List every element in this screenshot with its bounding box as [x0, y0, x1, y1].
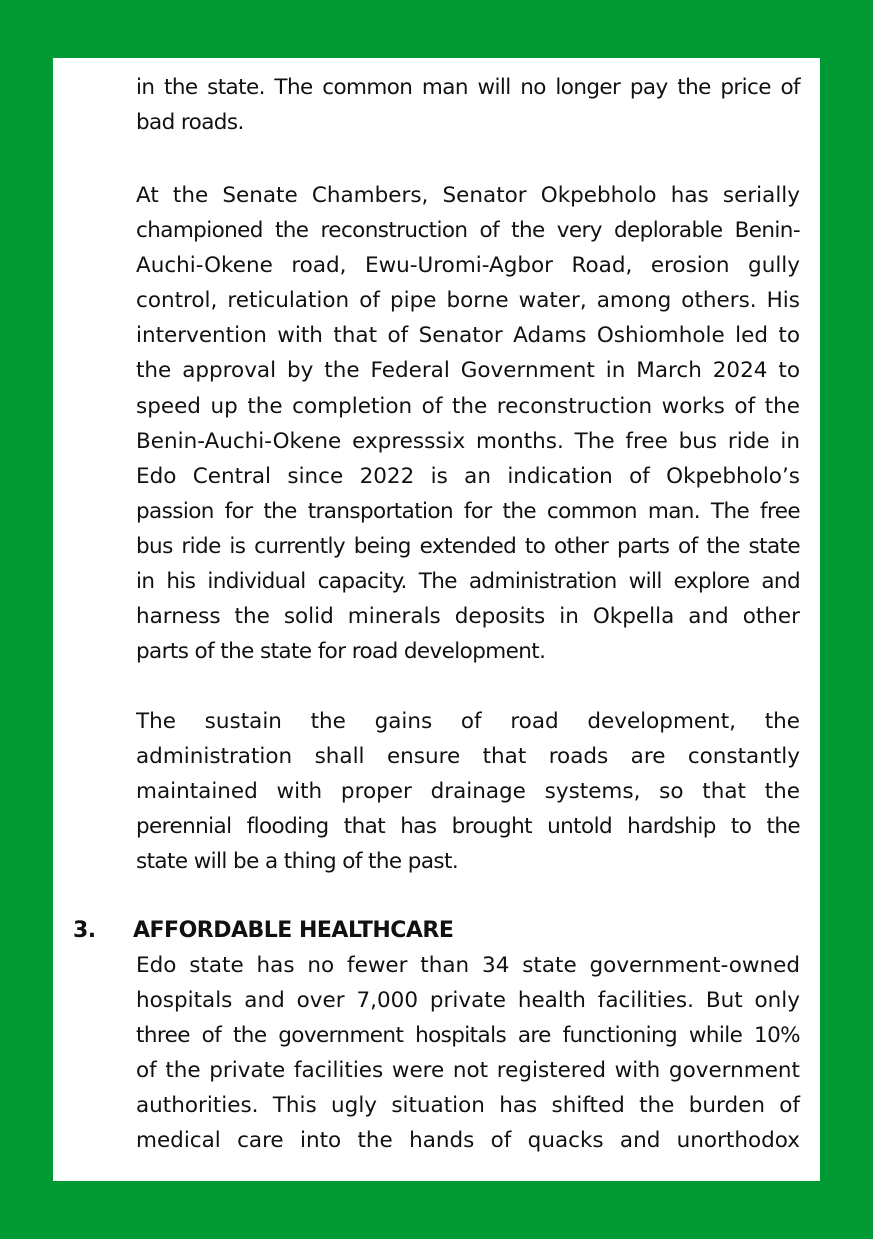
text-line: in the state. The common man will no longer pay the price of: [136, 75, 800, 100]
text-line: passion for the transportation for the common man. The free: [136, 498, 800, 524]
text-line: bad roads.: [136, 110, 244, 136]
text-line: three of the government hospitals are functioning while 10%: [136, 1023, 800, 1049]
paragraph-roads-intro: [136, 70, 800, 140]
text-line: the approval by the Federal Government in March 2024 to: [136, 358, 800, 384]
text-line: intervention with that of Senator Adams Oshiomhole led to: [136, 323, 800, 349]
text-line: authorities. This ugly situation has shifted the burden of: [136, 1093, 800, 1119]
text-line: control, reticulation of pipe borne water, among others. His: [136, 288, 800, 314]
document-page: [53, 58, 820, 1181]
text-line: At the Senate Chambers, Senator Okpebholo has serially: [136, 183, 800, 208]
text-line: Auchi-Okene road, Ewu-Uromi-Agbor Road, erosion gully: [136, 253, 800, 279]
text-line: administration shall ensure that roads are constantly: [136, 744, 800, 770]
text-line: parts of the state for road development.: [136, 639, 546, 665]
text-line: Benin-Auchi-Okene expresssix months. The free bus ride in: [136, 428, 800, 454]
text-line: The sustain the gains of road development, the: [136, 709, 800, 734]
text-line: medical care into the hands of quacks and unorthodox: [136, 1128, 800, 1154]
paragraph-senate-chambers: [136, 178, 800, 669]
text-line: maintained with proper drainage systems, so that the: [136, 779, 800, 805]
paragraph-sustain-gains: [136, 704, 800, 879]
text-line: championed the reconstruction of the very deplorable Benin-: [136, 218, 800, 244]
section-number: 3.: [73, 918, 96, 943]
text-line: hospitals and over 7,000 private health facilities. But only: [136, 988, 800, 1014]
text-line: bus ride is currently being extended to other parts of the state: [136, 533, 800, 559]
text-line: harness the solid minerals deposits in Okpella and other: [136, 604, 800, 630]
text-line: speed up the completion of the reconstruction works of the: [136, 393, 800, 419]
text-line: in his individual capacity. The administration will explore and: [136, 569, 800, 595]
text-line: Edo state has no fewer than 34 state government-owned: [136, 953, 800, 978]
text-line: Edo Central since 2022 is an indication of Okpebholo’s: [136, 463, 800, 489]
text-line: state will be a thing of the past.: [136, 849, 459, 875]
paragraph-healthcare: [136, 948, 800, 1159]
text-line: of the private facilities were not registered with government: [136, 1058, 800, 1084]
text-line: perennial flooding that has brought untold hardship to the: [136, 814, 800, 840]
section-title: AFFORDABLE HEALTHCARE: [133, 918, 454, 943]
